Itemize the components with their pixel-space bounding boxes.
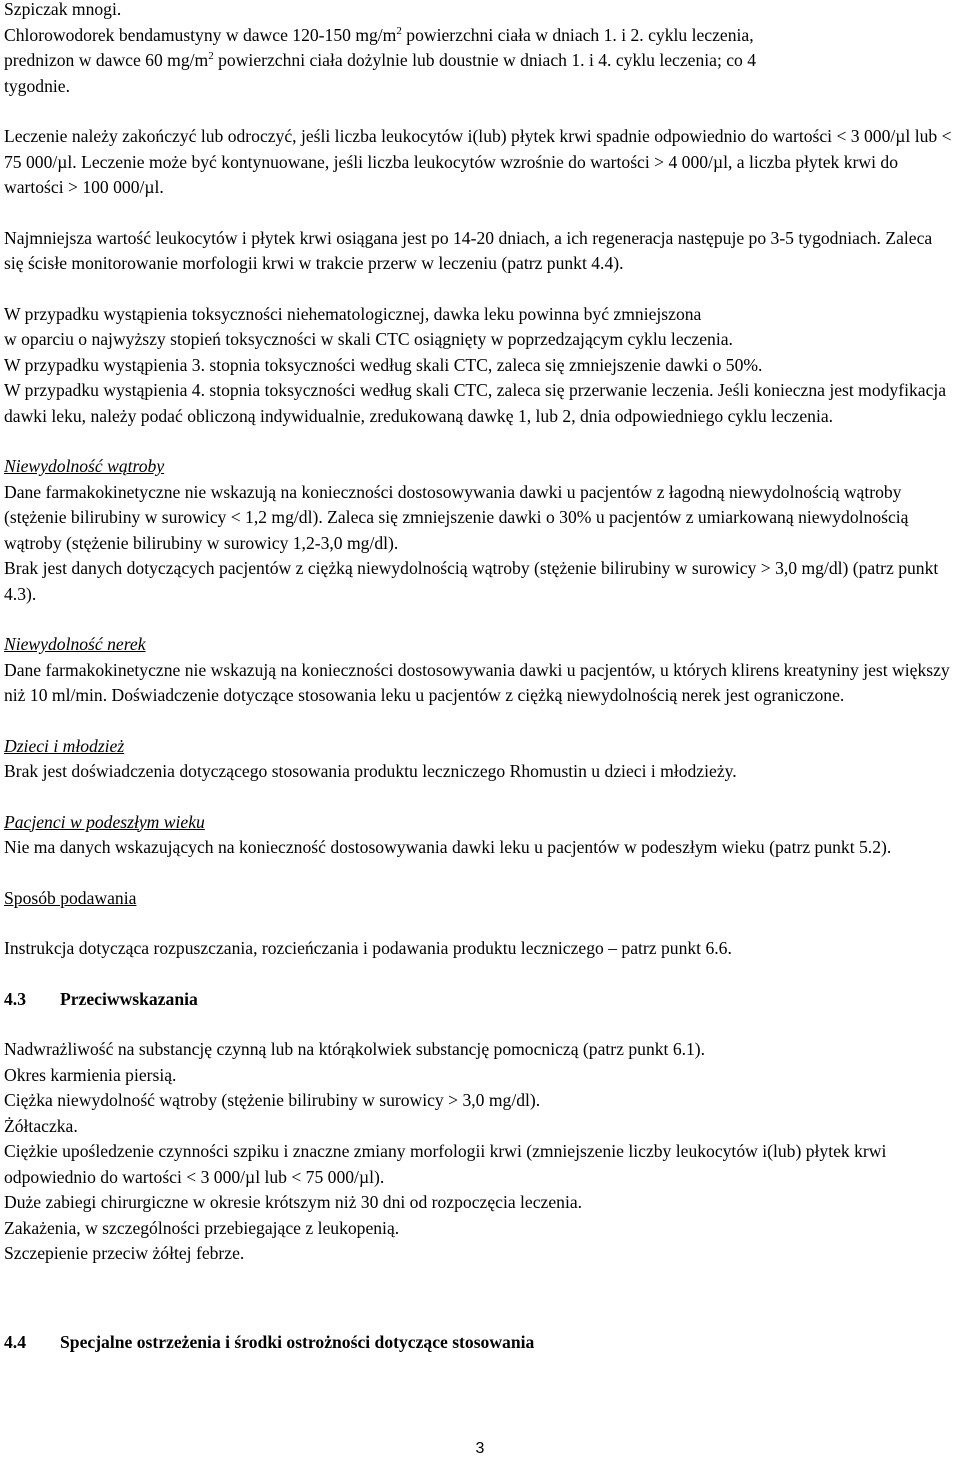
document-page: [4, 0, 954, 1355]
administration-text: Instrukcja dotycząca rozpuszczania, rozcieńczania i podawania produktu leczniczego – patrz punkt 6.6.: [4, 938, 732, 958]
myeloma-line-3: tygodnie.: [4, 75, 70, 96]
section-elderly: [4, 810, 954, 861]
hepatic-text-2: Brak jest danych dotyczących pacjentów z ciężką niewydolnością wątroby (stężenie bilirubiny w surowicy > 3,0 mg/dl) (patrz punkt 4.3).: [4, 558, 939, 604]
section-administration: [4, 886, 954, 962]
paragraph-interrupt-treatment: Leczenie należy zakończyć lub odroczyć, jeśli liczba leukocytów i(lub) płytek krwi spadnie odpowiednio do wartości < 3 000/µl lub < 75 000/µl. Leczenie może być kontynuowane, jeśli liczba leukocytów wzrośnie do wartości > 4 000/µl, a liczba płytek krwi do wartości > 100 000/µl.: [4, 126, 952, 197]
section-children: [4, 734, 954, 785]
list-item: Ciężka niewydolność wątroby (stężenie bilirubiny w surowicy > 3,0 mg/dl).: [4, 1090, 541, 1110]
contraindications-heading: [4, 987, 954, 1013]
section-title: Specjalne ostrzeżenia i środki ostrożności dotyczące stosowania: [60, 1331, 535, 1352]
list-item: Nadwrażliwość na substancję czynną lub na którąkolwiek substancję pomocniczą (patrz punkt 6.1).: [4, 1039, 706, 1059]
section-number: 4.3: [4, 988, 26, 1009]
section-4-4: [4, 1330, 954, 1356]
paragraph-non-hematologic: [4, 302, 954, 430]
nonhem-line-4: W przypadku wystąpienia 4. stopnia toksyczności według skali CTC, zaleca się przerwanie leczenia. Jeśli konieczna jest modyfikacja dawki leku, należy podać obliczoną indywidualnie, zredukowaną dawkę 1, lub 2, dnia odpowiedniego cyklu leczenia.: [4, 380, 947, 426]
page-number: 3: [475, 1440, 485, 1457]
administration-heading: Sposób podawania: [4, 887, 137, 908]
myeloma-title: Szpiczak mnogi.: [4, 0, 122, 19]
elderly-text: Nie ma danych wskazujących na konieczność dostosowywania dawki leku u pacjentów w podeszłym wieku (patrz punkt 5.2).: [4, 837, 892, 857]
section-renal: [4, 632, 954, 709]
children-text: Brak jest doświadczenia dotyczącego stosowania produktu leczniczego Rhomustin u dzieci i młodzieży.: [4, 761, 737, 781]
children-heading: Dzieci i młodzież: [4, 735, 125, 756]
list-item: Duże zabiegi chirurgiczne w okresie krótszym niż 30 dni od rozpoczęcia leczenia.: [4, 1192, 583, 1212]
renal-heading: Niewydolność nerek: [4, 634, 146, 654]
nonhem-line-1: W przypadku wystąpienia toksyczności niehematologicznej, dawka leku powinna być zmniejszona: [4, 303, 702, 324]
paragraph-nadir: Najmniejsza wartość leukocytów i płytek krwi osiągana jest po 14-20 dniach, a ich regeneracja następuje po 3-5 tygodniach. Zaleca się ścisłe monitorowanie morfologii krwi w trakcie przerw w leczeniu (patrz punkt 4.4).: [4, 227, 933, 273]
warnings-heading: [4, 1330, 954, 1356]
list-item: Okres karmienia piersią.: [4, 1064, 177, 1085]
nonhem-line-2: w oparciu o najwyższy stopień toksyczności w skali CTC osiągnięty w poprzedzającym cyklu leczenia.: [4, 329, 733, 349]
myeloma-line-2: prednizon w dawce 60 $mg/m^2$ powierzchni ciała dożylnie lub doustnie w dniach 1. i 4. cyklu leczenia; co 4: [4, 50, 757, 70]
hepatic-heading: Niewydolność wątroby: [4, 456, 165, 476]
elderly-heading: Pacjenci w podeszłym wieku: [4, 811, 205, 832]
list-item: Ciężkie upośledzenie czynności szpiku i znaczne zmiany morfologii krwi (zmniejszenie liczby leukocytów i(lub) płytek krwi odpowiednio do wartości < 3 000/µl lub < 75 000/µl).: [4, 1141, 887, 1187]
myeloma-block: [4, 0, 954, 99]
list-item: Szczepienie przeciw żółtej febrze.: [4, 1243, 245, 1263]
section-title: Przeciwwskazania: [60, 988, 198, 1009]
nonhem-line-3: W przypadku wystąpienia 3. stopnia toksyczności według skali CTC, zaleca się zmniejszenie dawki o 50%.: [4, 354, 763, 375]
list-item: Zakażenia, w szczególności przebiegające z leukopenią.: [4, 1217, 400, 1238]
list-item: Żółtaczka.: [4, 1115, 78, 1136]
section-number: 4.4: [4, 1331, 26, 1352]
section-hepatic: [4, 454, 954, 607]
renal-text: Dane farmakokinetyczne nie wskazują na konieczności dostosowywania dawki u pacjentów, u których klirens kreatyniny jest większy niż 10 ml/min. Doświadczenie dotyczące stosowania leku u pacjentów z ciężką niewydolnością nerek jest ograniczone.: [4, 659, 950, 705]
hepatic-text-1: Dane farmakokinetyczne nie wskazują na konieczności dostosowywania dawki u pacjentów z łagodną niewydolnością wątroby (stężenie bilirubiny w surowicy < 1,2 mg/dl). Zaleca się zmniejszenie dawki o 30% u pacjentów z umiarkowaną niewydolnością wątroby (stężenie bilirubiny w surowicy 1,2-3,0 mg/dl).: [4, 481, 909, 553]
contraindications-list: [4, 1037, 954, 1267]
section-4-3: [4, 987, 954, 1267]
myeloma-line-1: Chlorowodorek bendamustyny w dawce 120-150 $mg/m^2$ powierzchni ciała w dniach 1. i 2. cyklu leczenia,: [4, 24, 754, 45]
